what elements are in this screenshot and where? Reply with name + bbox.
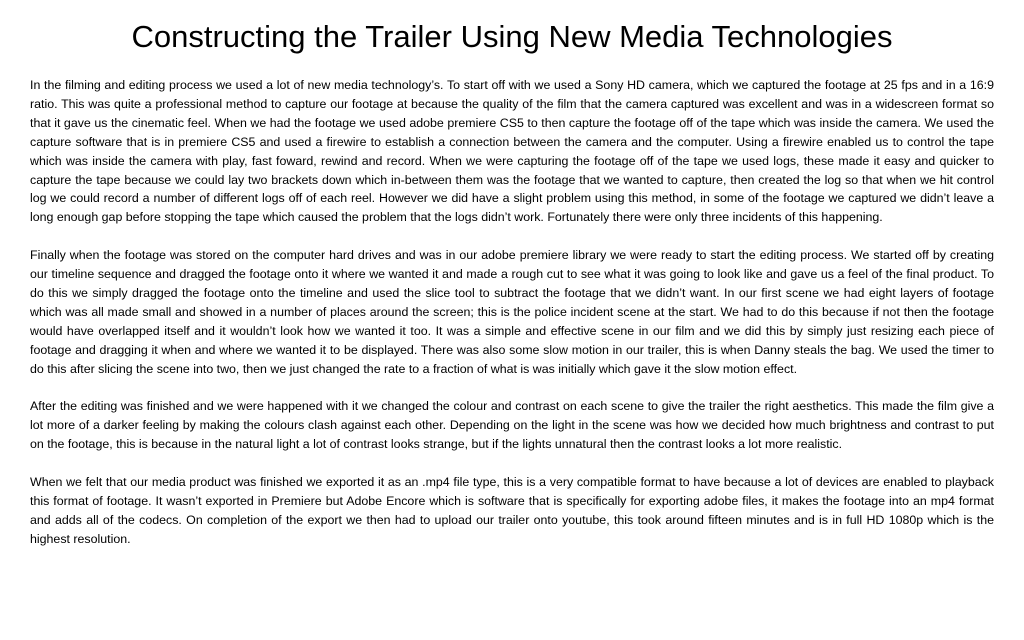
paragraph-export: When we felt that our media product was finished we exported it as an .mp4 file type, this is a very compatible format to have because a lot of devices are enabled to playback this format of footage. It wasn’t exported in Premiere but Adobe Encore which is software that is specifically for exporting adobe files, it makes the footage into an mp4 format and adds all of the codecs. On completion of the export we then had to upload our trailer onto youtube, this took around fifteen minutes and is in full HD 1080p which is the highest resolution. <box>30 474 994 546</box>
paragraph-editing-process: Finally when the footage was stored on the computer hard drives and was in our adobe premiere library we were ready to start the editing process. We started off by creating our timeline sequence and dragged the footage onto it where we wanted it and made a rough cut to see what it was going to look like and gave us a feel of the final product. To do this we simply dragged the footage onto the timeline and used the slice tool to subtract the footage that we didn’t want. In our first scene we had eight layers of footage which was all made small and showed in a number of places around the screen; this is the police incident scene at the start. We had to do this because if not then the footage would have overlapped itself and it wouldn’t look how we wanted it too. It was a simple and effective scene in our film and we did this by simply just resizing each piece of footage and dragging it when and where we wanted it to be displayed. There was also some slow motion in our trailer, this is when Danny steals the bag. We used the timer to do this after slicing the scene into two, then we just changed the rate to a fraction of what is was initially which gave it the slow motion effect. <box>30 248 994 376</box>
paragraph-filming-process: In the filming and editing process we used a lot of new media technology’s. To start off with we used a Sony HD camera, which we captured the footage at 25 fps and in a 16:9 ratio. This was quite a professional method to capture our footage at because the quality of the film that the camera captured was excellent and was in a widescreen format so that it gave us the cinematic feel. When we had the footage we used adobe premiere CS5 to then capture the footage off of the tape which was inside the camera. We used the capture software that is in premiere CS5 and used a firewire to establish a connection between the camera and the computer. Using a firewire enabled us to control the tape which was inside the camera with play, fast foward, rewind and record. When we were capturing the footage off of the tape we used logs, these made it easy and quicker to capture the tape because we could lay two brackets down which in-between them was the footage that we wanted to capture, then created the log so that when we hit control log we could record a number of different logs off of each reel. However we did have a slight problem using this method, in some of the footage we captured we didn’t leave a long enough gap before stopping the tape which caused the problem that the logs didn’t work. Fortunately there were only three incidents of this happening. <box>30 78 994 225</box>
slide-title: Constructing the Trailer Using New Media Technologies <box>131 19 893 54</box>
slide-body <box>30 76 994 549</box>
paragraph-colour-contrast: After the editing was finished and we were happened with it we changed the colour and contrast on each scene to give the trailer the right aesthetics. This made the film give a lot more of a darker feeling by making the colours clash against each other. Depending on the light in the scene was how we decided how much brightness and contrast to put on the footage, this is because in the natural light a lot of contrast looks strange, but if the lights unnatural then the contrast looks a lot more realistic. <box>30 399 994 452</box>
